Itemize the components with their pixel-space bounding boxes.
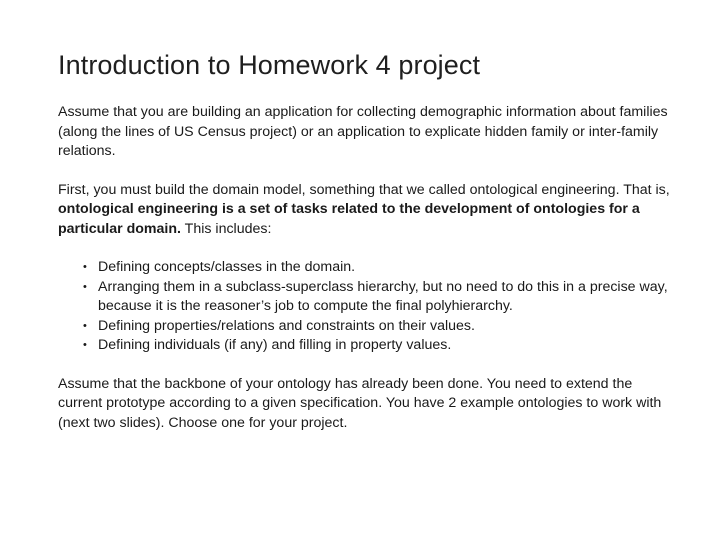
list-item (80, 278, 678, 317)
list-item (80, 336, 678, 356)
ontological-engineering-definition: ontological engineering is a set of tasks related to the development of ontologies for a particular domain. (58, 201, 640, 237)
bullet-icon: • (83, 339, 87, 351)
closing-paragraph: Assume that the backbone of your ontology has already been done. You need to extend the current prototype according to a given specification. You have 2 example ontologies to work with (next two slides). Choose one for your project. (58, 375, 662, 431)
list-item-text: Defining concepts/classes in the domain. (98, 259, 356, 275)
slide-body (58, 103, 678, 452)
domain-model-paragraph (58, 181, 678, 240)
domain-model-intro: First, you must build the domain model, something that we called ontological engineering. That is, (58, 181, 670, 198)
bullet-icon: • (83, 261, 87, 273)
domain-model-tail: This includes: (180, 220, 272, 237)
list-item (80, 317, 678, 337)
slide-title: Introduction to Homework 4 project (58, 50, 481, 80)
list-item-text: Defining individuals (if any) and filling in property values. (98, 337, 452, 353)
bullet-icon: • (83, 280, 87, 293)
bullet-icon: • (83, 319, 87, 332)
list-item (80, 258, 678, 278)
list-item-text: Arranging them in a subclass-superclass hierarchy, but no need to do this in a precise way, because it is the reasoner’s job to compute the final polyhierarchy. (98, 278, 668, 314)
task-list (58, 258, 678, 356)
list-item-text: Defining properties/relations and constraints on their values. (98, 317, 475, 334)
intro-paragraph: Assume that you are building an application for collecting demographic information about families (along the lines of US Census project) or an application to explicate hidden family or inter-family relations. (58, 104, 668, 159)
